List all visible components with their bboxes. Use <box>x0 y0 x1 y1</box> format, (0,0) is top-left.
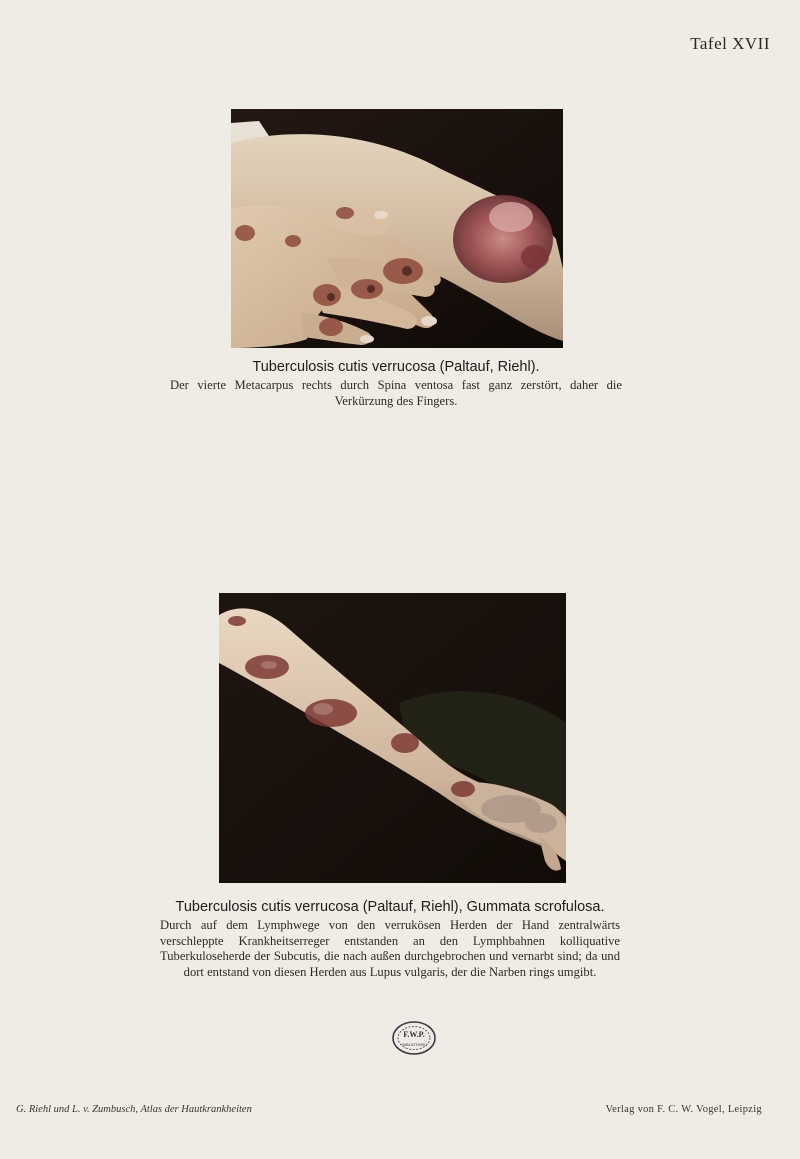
figure-2-caption <box>160 899 620 980</box>
plate-number: Tafel XVII <box>690 34 770 53</box>
footer-publisher: Verlag von F. C. W. Vogel, Leipzig <box>605 1104 762 1115</box>
library-stamp <box>391 1019 437 1057</box>
svg-text:BIBLIOTHEK: BIBLIOTHEK <box>402 1042 426 1047</box>
figure-2-photograph <box>219 593 566 883</box>
svg-text:F.W.P.: F.W.P. <box>403 1030 425 1039</box>
figure-1-title: Tuberculosis cutis verrucosa (Paltauf, Riehl). <box>252 359 540 375</box>
footer-atlas-credit: G. Riehl und L. v. Zumbusch, Atlas der Hautkrankheiten <box>16 1104 252 1115</box>
figure-1-caption <box>170 359 622 409</box>
stamp-seal-icon <box>391 1019 437 1057</box>
figure-1-description: Der vierte Metacarpus rechts durch Spina ventosa fast ganz zerstört, daher die Verkürzung des Fingers. <box>170 378 622 408</box>
figure-1-photograph <box>231 109 563 348</box>
photo-extended-arm <box>219 593 566 883</box>
figure-2-title: Tuberculosis cutis verrucosa (Paltauf, Riehl), Gummata scrofulosa. <box>175 899 605 915</box>
figure-2-description: Durch auf dem Lymphwege von den verrukösen Herden der Hand zentralwärts verschleppte Krankheitserreger entstanden an den Lymphbahnen kolliquative Tuberkuloseherde der Subcutis, die nach außen durchgebrochen und vernarbt sind; da und dort entstand von diesen Herden aus Lupus vulgaris, der die Narben rings umgibt. <box>160 918 620 979</box>
photo-hand-on-arm <box>231 109 563 348</box>
